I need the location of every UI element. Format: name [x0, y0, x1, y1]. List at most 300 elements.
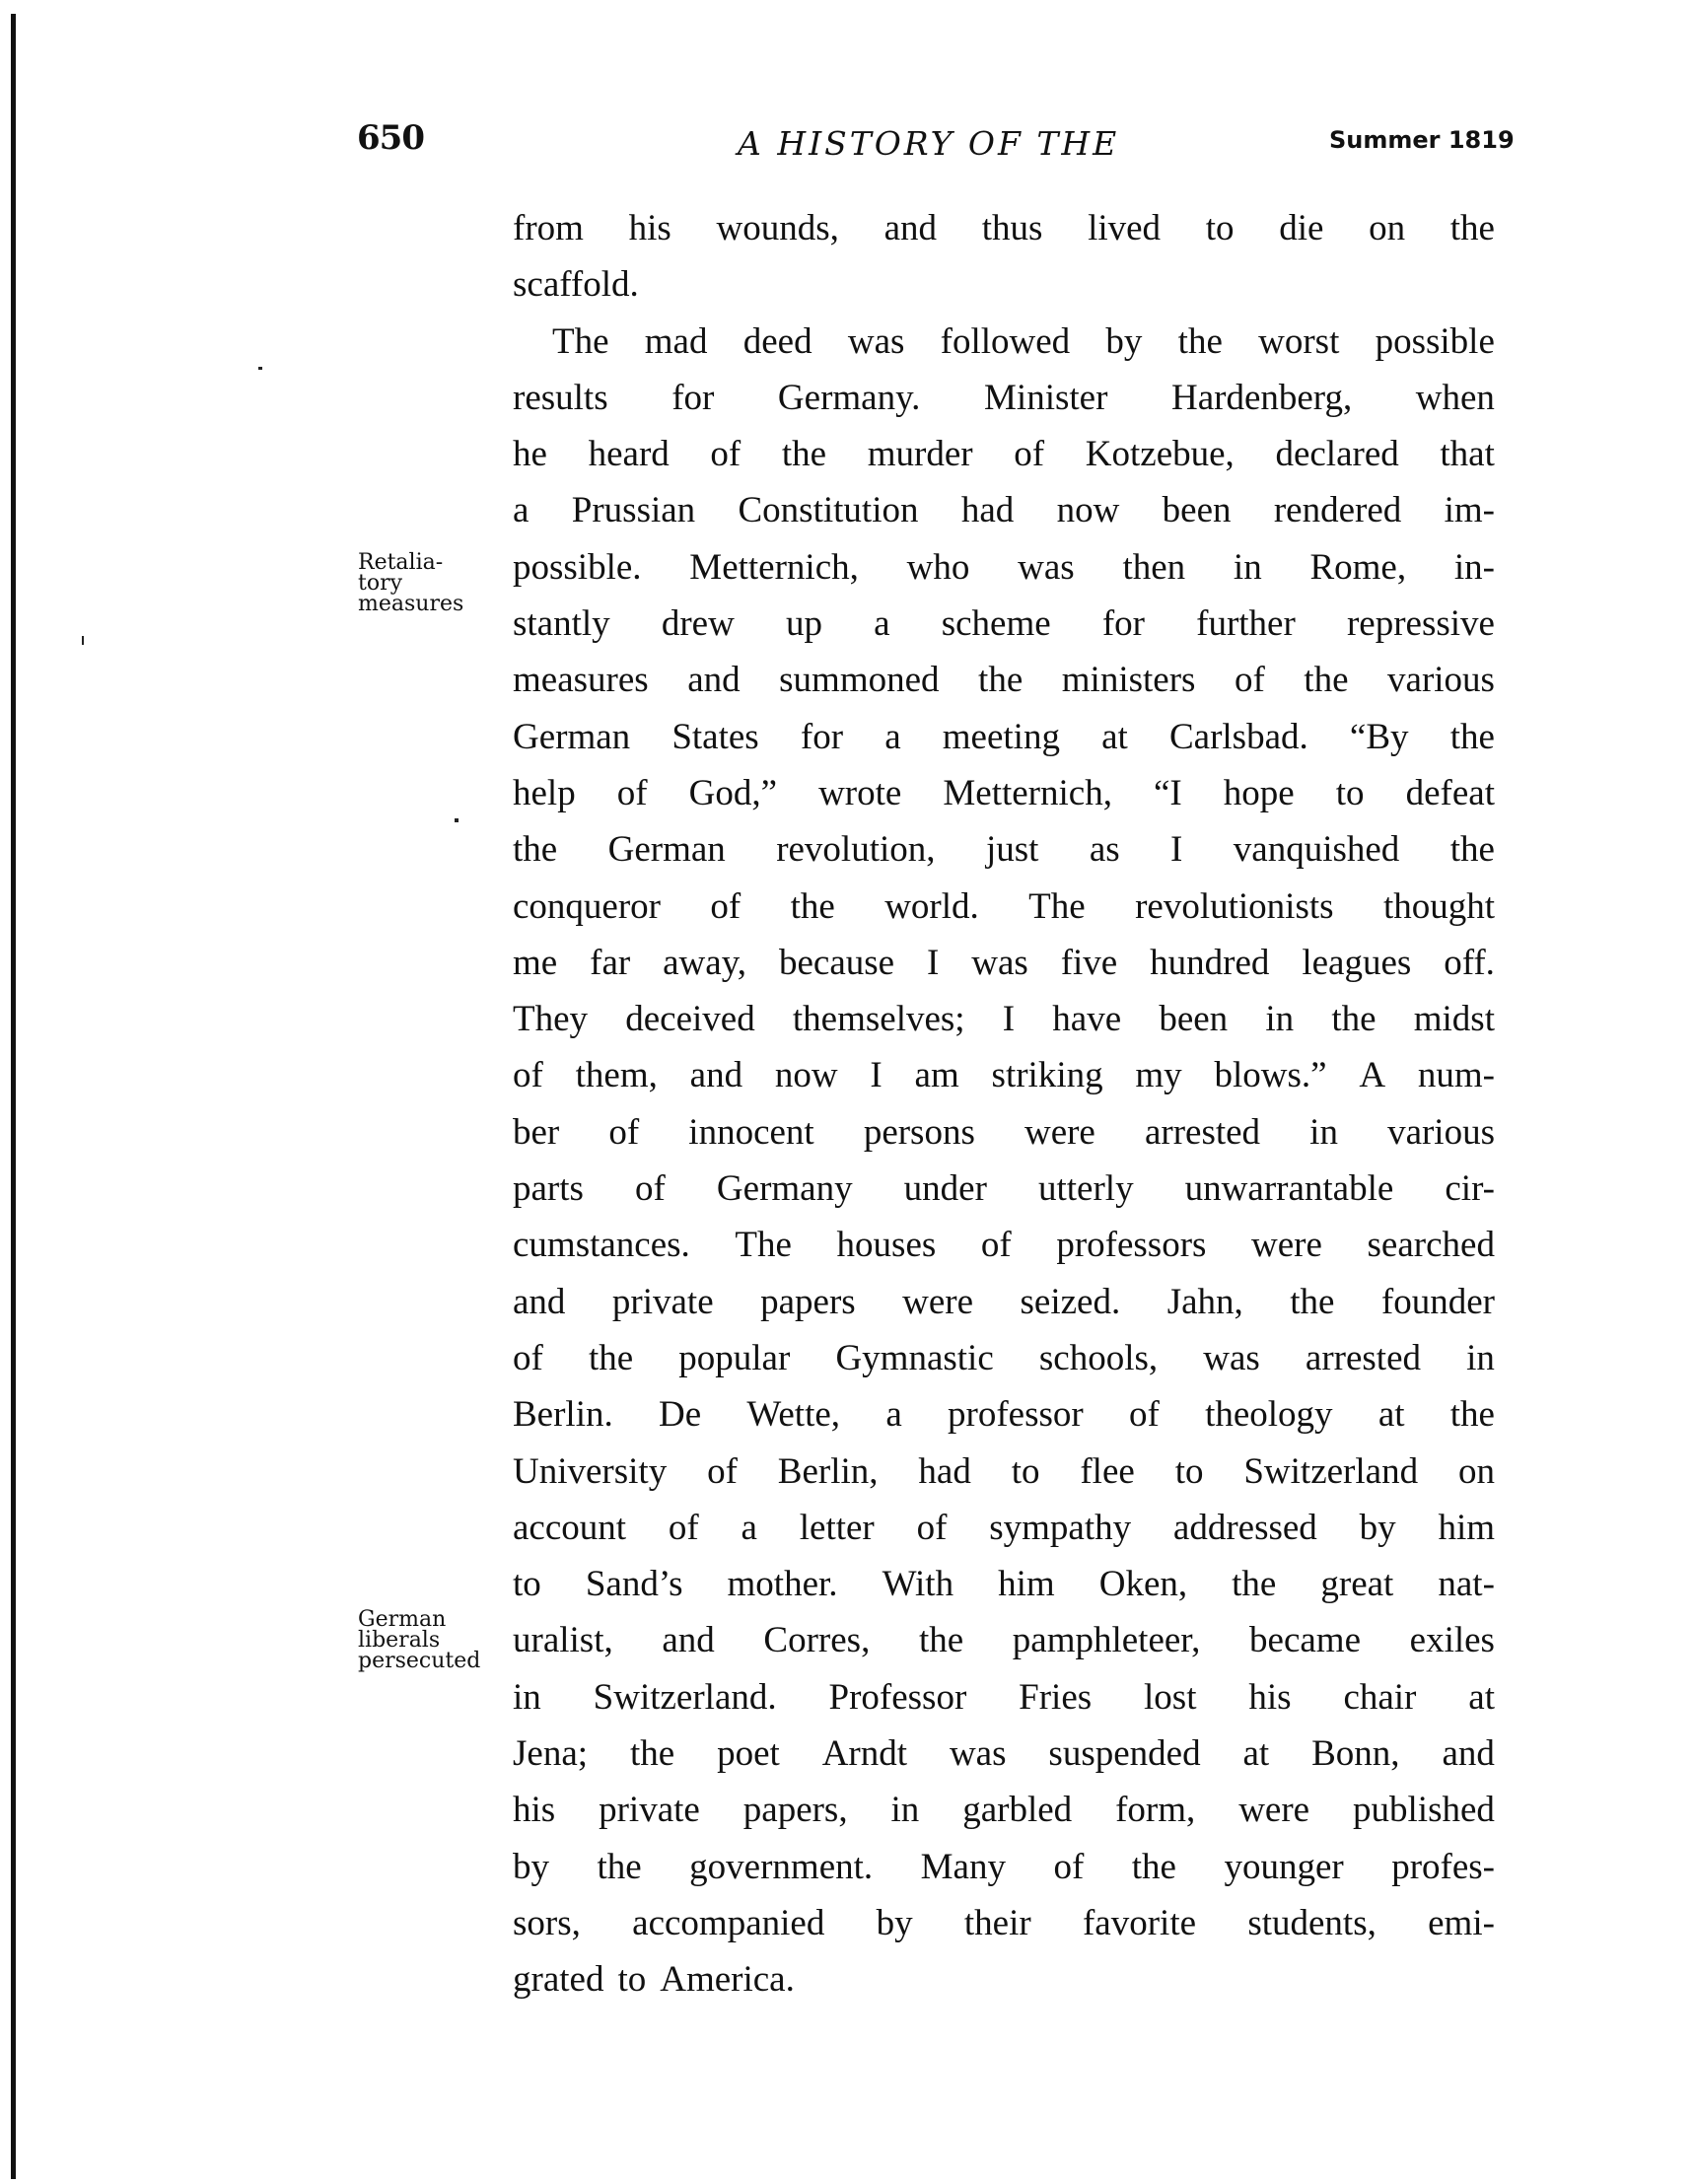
word: of — [1234, 660, 1265, 701]
word: pamphleteer, — [1012, 1620, 1201, 1661]
word: published — [1353, 1790, 1495, 1831]
word: im- — [1444, 490, 1495, 531]
word: under — [903, 1168, 987, 1210]
text-line — [513, 314, 1495, 370]
word: addressed — [1172, 1507, 1317, 1548]
word: blows.” — [1214, 1055, 1327, 1096]
word: private — [599, 1790, 700, 1831]
word: was — [1018, 546, 1075, 588]
word: I — [926, 942, 940, 983]
word: have — [1052, 999, 1122, 1040]
word: Kotzebue, — [1085, 434, 1235, 475]
word: worst — [1258, 320, 1340, 362]
text-line — [513, 1669, 1495, 1726]
word: thought — [1382, 885, 1495, 927]
word: grated — [513, 1959, 604, 2001]
word: De — [659, 1394, 702, 1436]
word: Bonn, — [1311, 1733, 1400, 1775]
text-line — [513, 1330, 1495, 1386]
margin-note-line: German — [358, 1607, 447, 1632]
word: num- — [1417, 1055, 1495, 1096]
word: of — [513, 1055, 543, 1096]
text-line — [513, 482, 1495, 538]
word: measures — [513, 660, 649, 701]
word: Metternich, — [943, 772, 1112, 813]
word: his — [1248, 1676, 1292, 1718]
word: of — [710, 434, 742, 475]
word: chair — [1343, 1676, 1417, 1718]
word: houses — [836, 1225, 937, 1266]
word: Sand’s — [585, 1564, 683, 1605]
word: been — [1159, 999, 1229, 1040]
word: Oken, — [1098, 1564, 1188, 1605]
text-line — [513, 370, 1495, 426]
word: by — [513, 1846, 549, 1887]
word: when — [1415, 377, 1495, 418]
word: poet — [717, 1733, 780, 1775]
word: the — [918, 1620, 964, 1661]
word: nat- — [1438, 1564, 1495, 1605]
text-line — [513, 256, 1495, 313]
word: the — [1449, 208, 1495, 248]
word: striking — [991, 1055, 1103, 1096]
margin-note-german-liberals-persecuted — [358, 1609, 480, 1671]
text-line — [513, 765, 1495, 821]
word: a — [513, 490, 530, 531]
word: for — [1101, 603, 1145, 645]
word: of — [513, 1337, 543, 1378]
word: Wette, — [746, 1394, 841, 1436]
word: him — [1438, 1507, 1495, 1548]
word: him — [998, 1564, 1055, 1605]
word: were — [1024, 1111, 1095, 1153]
word: account — [513, 1507, 627, 1548]
word: favorite — [1082, 1902, 1197, 1943]
scan-edge-border — [11, 14, 16, 2179]
word: just — [985, 829, 1039, 871]
word: German — [513, 716, 631, 757]
margin-note-line: Retalia- — [358, 550, 444, 575]
word: to — [1205, 208, 1235, 248]
word: the — [1449, 716, 1495, 757]
word: them, — [575, 1055, 658, 1096]
word: in — [1265, 999, 1295, 1040]
word: and — [662, 1620, 715, 1661]
text-line — [513, 426, 1495, 482]
margin-note-line: liberals — [358, 1628, 441, 1653]
word: Professor — [828, 1676, 967, 1718]
text-line — [513, 821, 1495, 878]
word: government. — [689, 1846, 874, 1887]
word: Arndt — [821, 1733, 908, 1775]
word: vanquished — [1233, 829, 1400, 871]
word: Germany. — [777, 377, 921, 418]
word: up — [785, 603, 822, 645]
text-line — [513, 1612, 1495, 1668]
word: deceived — [625, 999, 755, 1040]
word: at — [1468, 1676, 1495, 1718]
word: now — [774, 1055, 838, 1096]
scan-speck — [258, 367, 262, 370]
text-line — [513, 1104, 1495, 1161]
word: America. — [660, 1959, 795, 2001]
word: utterly — [1038, 1168, 1134, 1210]
word: the — [1290, 1281, 1335, 1322]
word: a — [741, 1507, 757, 1548]
word: searched — [1367, 1225, 1495, 1266]
word: summoned — [779, 660, 940, 701]
word: the — [629, 1733, 675, 1775]
margin-note-line: persecuted — [358, 1649, 481, 1673]
word: parts — [513, 1168, 584, 1210]
word: to — [1011, 1450, 1040, 1492]
word: for — [800, 716, 844, 757]
word: I — [1170, 829, 1183, 871]
word: the — [790, 885, 835, 927]
word: from — [513, 208, 584, 248]
word: die — [1279, 208, 1324, 248]
word: mother. — [727, 1564, 838, 1605]
word: revolutionists — [1135, 885, 1334, 927]
word: my — [1135, 1055, 1182, 1096]
word: of — [1014, 434, 1045, 475]
word: papers, — [742, 1790, 848, 1831]
word: were — [1238, 1790, 1310, 1831]
word: the — [1449, 1394, 1495, 1436]
word: Minister — [984, 377, 1108, 418]
word: professor — [948, 1394, 1084, 1436]
word: in — [1233, 546, 1262, 588]
word: Jena; — [513, 1733, 589, 1775]
word: cumstances. — [513, 1225, 690, 1266]
word: had — [918, 1450, 971, 1492]
text-line — [513, 652, 1495, 708]
word: was — [847, 320, 905, 362]
word: of — [1053, 1846, 1085, 1887]
word: cir- — [1445, 1168, 1495, 1210]
word: Gymnastic — [835, 1337, 994, 1378]
word: Switzerland. — [593, 1676, 777, 1718]
word: sors, — [513, 1902, 581, 1943]
word: garbled — [962, 1790, 1073, 1831]
word: drew — [661, 603, 735, 645]
word: The — [1028, 885, 1086, 927]
text-line — [513, 1047, 1495, 1103]
word: for — [671, 377, 715, 418]
word: Many — [920, 1846, 1006, 1887]
word: form, — [1115, 1790, 1196, 1831]
word: Switzerland — [1243, 1450, 1419, 1492]
word: his — [513, 1790, 556, 1831]
text-line — [513, 200, 1495, 256]
word: accompanied — [632, 1902, 825, 1943]
word: a — [884, 716, 901, 757]
word: wrote — [818, 772, 902, 813]
word: founder — [1380, 1281, 1495, 1322]
word: flee — [1080, 1450, 1135, 1492]
text-line — [513, 539, 1495, 596]
word: he — [513, 434, 547, 475]
word: followed — [940, 320, 1071, 362]
word: in — [1466, 1337, 1495, 1378]
word: hundred — [1150, 942, 1270, 983]
text-line — [513, 596, 1495, 652]
word: persons — [863, 1111, 975, 1153]
text-line — [513, 1386, 1495, 1443]
word: a — [874, 603, 890, 645]
word: I — [870, 1055, 883, 1096]
word: to — [617, 1959, 647, 2001]
word: German — [607, 829, 726, 871]
word: “I — [1154, 772, 1182, 813]
word: the — [1131, 1846, 1176, 1887]
word: uralist, — [513, 1620, 613, 1661]
word: hope — [1223, 772, 1295, 813]
word: Rome, — [1309, 546, 1407, 588]
word: had — [960, 490, 1015, 531]
word: the — [781, 434, 827, 475]
word: letter — [799, 1507, 875, 1548]
word: of — [635, 1168, 666, 1210]
word: younger — [1224, 1846, 1344, 1887]
word: of — [608, 1111, 640, 1153]
word: Jahn, — [1166, 1281, 1243, 1322]
word: were — [1251, 1225, 1322, 1266]
word: of — [710, 885, 742, 927]
page-number: 650 — [357, 118, 424, 158]
word: heard — [588, 434, 670, 475]
word: A — [1359, 1055, 1386, 1096]
word: at — [1101, 716, 1128, 757]
word: Metternich, — [689, 546, 859, 588]
word: schools, — [1038, 1337, 1159, 1378]
text-line — [513, 879, 1495, 935]
word: various — [1387, 1111, 1495, 1153]
word: of — [668, 1507, 699, 1548]
word: midst — [1413, 999, 1495, 1040]
margin-note-line: measures — [358, 592, 464, 616]
text-line — [513, 1839, 1495, 1895]
word: five — [1060, 942, 1118, 983]
word: revolution, — [776, 829, 936, 871]
word: mad — [644, 320, 708, 362]
word: With — [882, 1564, 954, 1605]
word: ministers — [1061, 660, 1196, 701]
word: Berlin. — [513, 1394, 613, 1436]
word: Hardenberg, — [1170, 377, 1353, 418]
word: his — [628, 208, 671, 248]
word: now — [1056, 490, 1120, 531]
word: off. — [1444, 942, 1495, 983]
word: They — [513, 999, 589, 1040]
word: the — [513, 829, 558, 871]
text-line — [513, 991, 1495, 1047]
text-line — [513, 1726, 1495, 1782]
word: the — [1232, 1564, 1277, 1605]
text-line — [513, 1895, 1495, 1951]
word: the — [1449, 829, 1495, 871]
word: at — [1377, 1394, 1405, 1436]
word: away, — [663, 942, 747, 983]
word: scaffold. — [513, 264, 639, 306]
word: I — [1002, 999, 1016, 1040]
word: been — [1162, 490, 1232, 531]
word: thus — [981, 208, 1043, 248]
word: and — [687, 660, 741, 701]
word: of — [707, 1450, 738, 1492]
text-line — [513, 1274, 1495, 1330]
word: Prussian — [571, 490, 696, 531]
word: in — [1309, 1111, 1338, 1153]
word: the — [588, 1337, 634, 1378]
word: meeting — [942, 716, 1060, 757]
word: at — [1242, 1733, 1270, 1775]
word: scheme — [941, 603, 1051, 645]
word: were — [902, 1281, 974, 1322]
word: Corres, — [763, 1620, 871, 1661]
text-line — [513, 1556, 1495, 1612]
word: seized. — [1020, 1281, 1121, 1322]
word: wounds, — [716, 208, 839, 248]
word: world. — [884, 885, 979, 927]
word: professors — [1056, 1225, 1207, 1266]
word: in — [513, 1676, 541, 1718]
word: leagues — [1302, 942, 1412, 983]
word: God,” — [688, 772, 778, 813]
word: declared — [1275, 434, 1399, 475]
word: of — [916, 1507, 948, 1548]
text-line — [513, 1500, 1495, 1556]
text-line — [513, 1217, 1495, 1273]
word: of — [616, 772, 648, 813]
word: stantly — [513, 603, 610, 645]
word: me — [513, 942, 558, 983]
word: themselves; — [792, 999, 965, 1040]
word: States — [671, 716, 759, 757]
word: and — [689, 1055, 743, 1096]
word: unwarrantable — [1184, 1168, 1394, 1210]
word: the — [978, 660, 1024, 701]
text-line — [513, 1444, 1495, 1500]
word: that — [1440, 434, 1495, 475]
word: in- — [1453, 546, 1495, 588]
text-line — [513, 1951, 1495, 2008]
word: of — [1128, 1394, 1160, 1436]
word: lived — [1088, 208, 1162, 248]
text-line — [513, 935, 1495, 991]
word: was — [1203, 1337, 1260, 1378]
word: as — [1089, 829, 1120, 871]
word: conqueror — [513, 885, 661, 927]
word: The — [552, 320, 609, 362]
word: arrested — [1144, 1111, 1261, 1153]
word: “By — [1349, 716, 1409, 757]
word: rendered — [1273, 490, 1402, 531]
word: repressive — [1346, 603, 1495, 645]
word: arrested — [1305, 1337, 1422, 1378]
word: by — [876, 1902, 913, 1943]
scan-speck — [455, 818, 459, 822]
word: by — [1359, 1507, 1396, 1548]
word: great — [1320, 1564, 1394, 1605]
margin-note-retaliatory-measures — [358, 552, 463, 614]
word: suspended — [1048, 1733, 1201, 1775]
word: was — [949, 1733, 1007, 1775]
word: Carlsbad. — [1168, 716, 1308, 757]
word: and — [883, 208, 937, 248]
word: to — [1335, 772, 1365, 813]
word: the — [597, 1846, 642, 1887]
word: further — [1196, 603, 1296, 645]
word: the — [1331, 999, 1377, 1040]
word: the — [1177, 320, 1223, 362]
body-text — [513, 200, 1495, 2008]
word: a — [885, 1394, 902, 1436]
word: because — [778, 942, 895, 983]
word: in — [890, 1790, 920, 1831]
word: innocent — [688, 1111, 814, 1153]
word: then — [1122, 546, 1186, 588]
text-line — [513, 1782, 1495, 1838]
word: on — [1457, 1450, 1495, 1492]
running-date: Summer 1819 — [1329, 126, 1515, 154]
word: University — [513, 1450, 668, 1492]
word: theology — [1205, 1394, 1333, 1436]
word: Constitution — [738, 490, 919, 531]
word: became — [1249, 1620, 1362, 1661]
text-line — [513, 709, 1495, 765]
word: on — [1369, 208, 1406, 248]
word: possible. — [513, 546, 642, 588]
word: sympathy — [989, 1507, 1132, 1548]
word: of — [980, 1225, 1012, 1266]
margin-note-line: tory — [358, 571, 403, 596]
word: and — [513, 1281, 566, 1322]
word: Fries — [1019, 1676, 1093, 1718]
word: defeat — [1405, 772, 1495, 813]
scan-speck — [82, 636, 84, 645]
word: students, — [1247, 1902, 1377, 1943]
word: The — [735, 1225, 792, 1266]
word: papers — [760, 1281, 856, 1322]
word: murder — [867, 434, 973, 475]
word: emi- — [1428, 1902, 1495, 1943]
word: help — [513, 772, 576, 813]
word: was — [971, 942, 1028, 983]
word: to — [513, 1564, 541, 1605]
word: who — [906, 546, 970, 588]
word: private — [611, 1281, 714, 1322]
word: ber — [513, 1111, 560, 1153]
word: far — [590, 942, 631, 983]
text-line — [513, 1161, 1495, 1217]
word: popular — [678, 1337, 791, 1378]
word: their — [963, 1902, 1031, 1943]
word: results — [513, 377, 608, 418]
word: lost — [1144, 1676, 1197, 1718]
word: and — [1442, 1733, 1495, 1775]
word: by — [1105, 320, 1143, 362]
word: Germany — [716, 1168, 853, 1210]
word: exiles — [1409, 1620, 1495, 1661]
word: various — [1387, 660, 1495, 701]
word: the — [1304, 660, 1349, 701]
word: to — [1174, 1450, 1204, 1492]
word: am — [914, 1055, 959, 1096]
word: possible — [1375, 320, 1495, 362]
word: Berlin, — [777, 1450, 879, 1492]
running-title: A HISTORY OF THE — [738, 124, 1120, 163]
